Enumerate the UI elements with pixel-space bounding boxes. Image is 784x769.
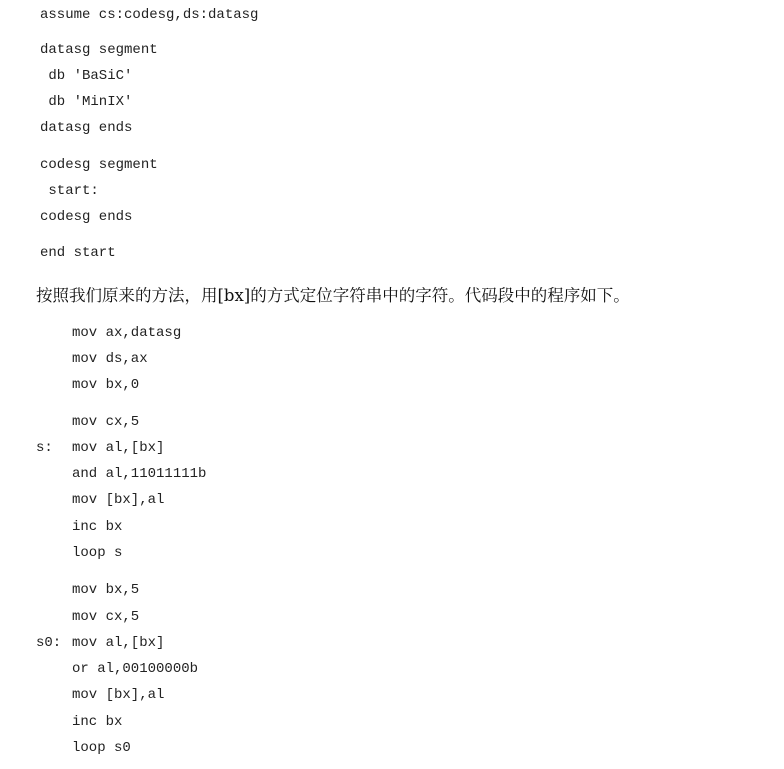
code-line: datasg segment [40,42,158,58]
code-line: db 'MinIX' [40,94,133,110]
code-line: datasg ends [40,120,133,136]
code-line: inc bx [72,714,123,730]
code-line: inc bx [72,519,123,535]
code-line: and al,11011111b [72,466,207,482]
code-line: end start [40,245,116,261]
code-line: db 'BaSiC' [40,68,133,84]
code-line: mov al,[bx] [72,440,165,456]
code-line: or al,00100000b [72,661,199,677]
code-line: mov [bx],al [72,492,165,508]
code-line: mov al,[bx] [72,635,165,651]
code-line: start: [40,183,99,199]
code-line: assume cs:codesg,ds:datasg [40,7,259,23]
code-line: mov cx,5 [72,414,140,430]
code-line: mov ax,datasg [72,325,182,341]
code-line: codesg ends [40,209,133,225]
code-line: loop s0 [72,740,131,756]
code-label: s: [36,440,53,456]
code-label: s0: [36,635,62,651]
code-line: loop s [72,545,123,561]
code-line: mov ds,ax [72,351,148,367]
code-line: codesg segment [40,157,158,173]
code-line: mov bx,0 [72,377,140,393]
code-line: mov cx,5 [72,609,140,625]
explanation-paragraph: 按照我们原来的方法，用[bx]的方式定位字符串中的字符。代码段中的程序如下。 [36,286,630,305]
code-line: mov [bx],al [72,687,165,703]
code-line: mov bx,5 [72,582,140,598]
